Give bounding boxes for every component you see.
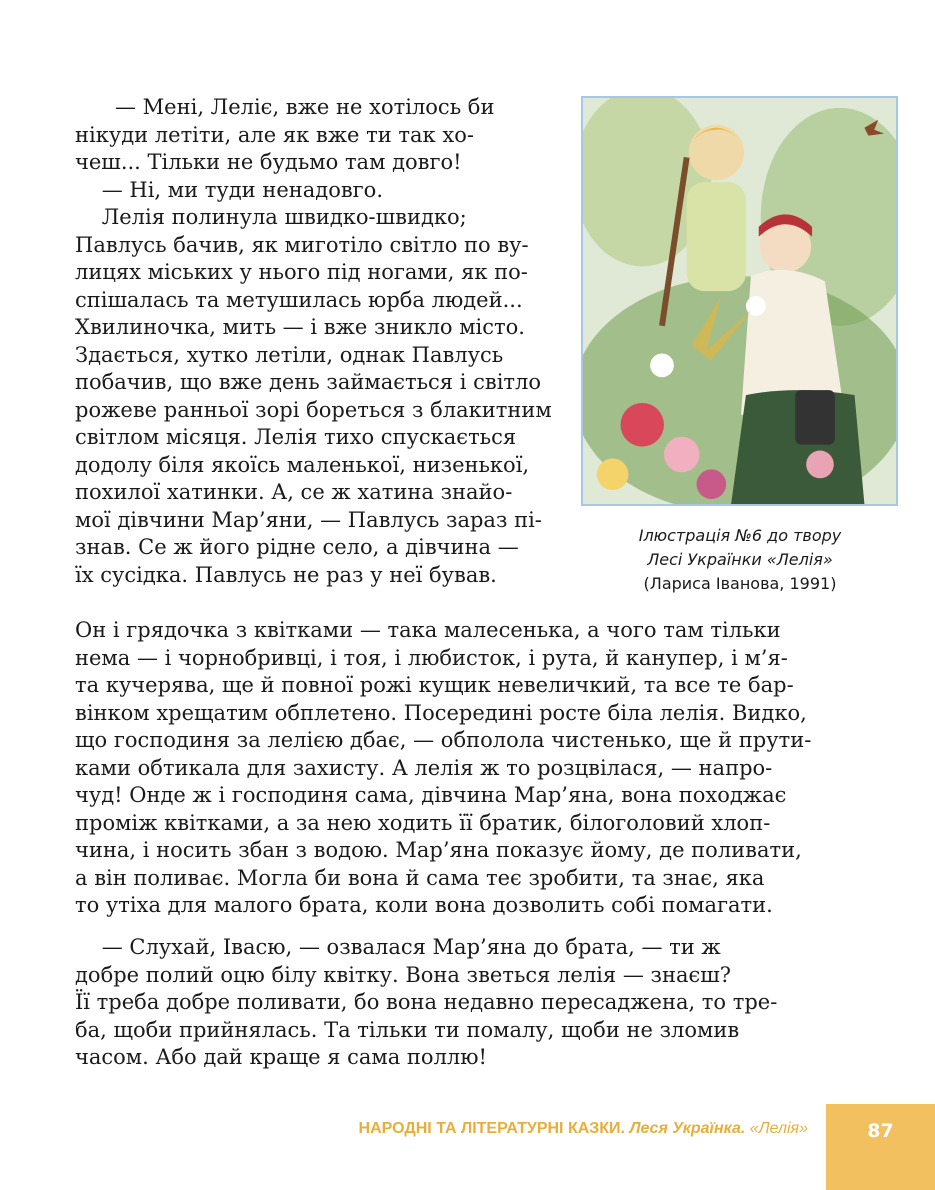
footer-work-title: «Лелія» bbox=[749, 1120, 808, 1137]
body-text-narrow-column: — Мені, Леліє, вже не хотілось би нікуди летіти, але як вже ти так хо- чеш... Тільки не будьмо там довго! — Ні, ми туди ненадовго. Лелія полинула швидко-швидко; Павлусь бачив, як миготіло світло по ву- лицях міських у нього під ногами, як по- спішалась та метушилась юрба людей... Хвилиночка, мить — і вже зникло місто. Здається, хутко летіли, однак Павлусь побачив, що вже день займається і світло рожеве ранньої зорі бореться з блакитним світлом місяця. Лелія тихо спускається додолу біля якоїсь маленької, низенької, похилої хатинки. А, се ж хатина знайо- мої дівчини Мар’яни, — Павлусь зараз пі- знав. Се ж його рідне село, а дівчина — їх сусідка. Павлусь не раз у неї бував. bbox=[75, 95, 552, 587]
caption-line-1: Ілюстрація №6 до твору bbox=[638, 526, 842, 545]
body-text-wide: Он і грядочка з квітками — така малесенька, а чого там тільки нема — і чорнобривці, і тоя, і любисток, і рута, й канупер, і м’я- та кучерява, ще й повної рожі кущик невеличкий, та все те бар- вінком хрещатим обплетено. Посередині росте біла лелія. Видко, що господиня за лелією дбає, — обполола чистенько, ще й прути- ками обтикала для захисту. А лелія ж то розцвілася, — напро- чуд! Онде ж і господиня сама, дівчина Мар’яна, вона походжає проміж квітками, а за нею ходить її братик, білоголовий хлоп- чина, і носить збан з водою. Мар’яна показує йому, де поливати, а він поливає. Могла би вона й сама теє зробити, та знає, яка то утіха для малого брата, коли вона дозволить собі помагати. bbox=[75, 618, 812, 917]
running-footer bbox=[248, 1120, 808, 1138]
body-text-dialogue: — Слухай, Івасю, — озвалася Мар’яна до брата, — ти ж добре полий оцю білу квітку. Вона зветься лелія — знаєш? Її треба добре поливати, бо вона недавно пересаджена, то тре- ба, щоби прийнялась. Та тільки ти помалу, щоби не зломив часом. Або дай краще я сама поллю! bbox=[75, 935, 778, 1069]
illustration-image bbox=[583, 98, 896, 504]
illustration-caption bbox=[595, 524, 885, 596]
footer-author: Леся Українка. bbox=[629, 1120, 746, 1137]
footer-section-title: НАРОДНІ ТА ЛІТЕРАТУРНІ КАЗКИ. bbox=[358, 1120, 625, 1137]
page-number: 87 bbox=[867, 1120, 894, 1142]
page-number-box bbox=[826, 1104, 935, 1190]
caption-line-3: (Лариса Іванова, 1991) bbox=[643, 574, 837, 593]
illustration-lelia bbox=[581, 96, 898, 506]
caption-line-2: Лесі Українки «Лелія» bbox=[647, 550, 833, 569]
